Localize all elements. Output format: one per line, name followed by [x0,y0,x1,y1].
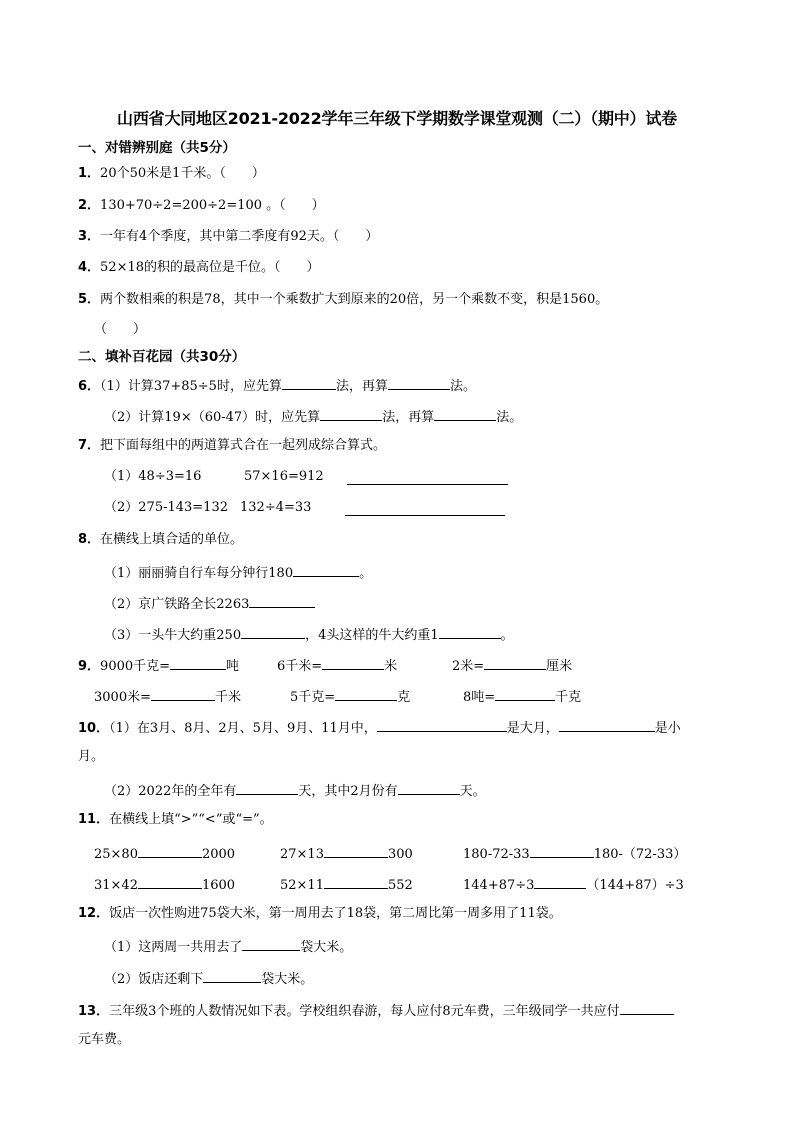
question-number: 9． [78,659,101,674]
question-text: 552 [387,878,413,893]
question-9-row-2-a [94,686,241,707]
question-text: （2）饭店还剩下 [104,972,204,987]
answer-blank[interactable] [170,655,226,670]
question-text: 在横线上填“>”“<”或“=”。 [109,812,273,827]
question-10-part-2 [104,780,486,801]
answer-blank[interactable] [203,968,261,983]
question-7-row-2-b: 132÷4=33 [240,500,312,515]
question-4 [78,259,320,277]
question-text: （1）计算37+85÷5时，应先算 [100,379,282,394]
question-10-continuation: 月。 [78,749,105,764]
answer-blank[interactable] [388,375,450,390]
question-1 [78,165,265,183]
answer-blank[interactable] [534,874,586,889]
question-number: 11． [78,812,110,827]
question-text: 25×80 [94,847,138,862]
answer-blank[interactable] [138,874,202,889]
question-9-row-1-c [452,655,572,676]
question-8 [78,531,243,549]
answer-blank[interactable] [241,624,305,639]
question-text: 三年级3个班的人数情况如下表。学校组织春游，每人应付8元车费，三年级同学一共应付 [109,1004,620,1019]
question-text: 180-72-33 [463,847,530,862]
answer-blank[interactable] [293,562,359,577]
question-number: 7． [78,438,101,453]
answer-blank[interactable] [151,686,215,701]
question-text: 。 [500,628,514,643]
answer-blank[interactable] [439,624,501,639]
page-title: 山西省大同地区2021-2022学年三年级下学期数学课堂观测（二）（期中）试卷 [117,109,677,128]
question-7-row-1-b: 57×16=912 [244,469,324,484]
question-text: 300 [387,847,413,862]
answer-blank[interactable] [398,780,460,795]
answer-blank[interactable] [620,1000,674,1015]
question-text: 2000 [201,847,236,862]
question-text: 180-（72-33） [593,847,687,862]
question-text: 27×13 [280,847,324,862]
question-12-part-1 [104,936,352,957]
question-number: 3． [78,229,101,244]
question-text: 米 [384,659,398,674]
answer-blank[interactable] [322,655,384,670]
question-text: 法，再算 [382,410,435,425]
question-text: （2）计算19×（60-47）时，应先算 [104,410,321,425]
answer-blank[interactable] [249,593,315,608]
answer-blank[interactable] [324,843,388,858]
question-6-part-2 [104,406,522,427]
question-12-part-2 [104,968,313,989]
question-text: 厘米 [546,659,573,674]
question-text: 把下面每组中的两道算式合在一起列成综合算式。 [100,438,387,453]
question-12 [78,905,562,923]
question-text: 52×11 [280,878,324,893]
question-text: 克 [397,690,411,705]
question-text: 9000千克= [100,659,171,674]
question-9-row-1-b [277,655,397,676]
question-text: ，4头这样的牛大约重1 [305,628,439,643]
answer-blank[interactable] [484,655,546,670]
question-11-row-2-c [463,874,684,895]
question-text: 饭店一次性购进75袋大米，第一周用去了18袋，第二周比第一周多用了11袋。 [109,906,562,921]
question-number: 4． [78,260,101,275]
question-text: 2米= [452,659,485,674]
question-text: 两个数相乘的积是78，其中一个乘数扩大到原来的20倍，另一个乘数不变，积是1560。 [100,292,609,307]
question-text: 6千米= [277,659,323,674]
question-text: 130+70÷2=200÷2=100 。（ ） [100,198,325,213]
question-2 [78,197,325,215]
question-text: 天，其中2月份有 [298,784,398,799]
question-text: （2）京广铁路全长2263 [104,597,250,612]
answer-blank[interactable] [434,406,496,421]
question-text: 袋大米。 [261,972,314,987]
answer-blank[interactable] [495,686,555,701]
question-11 [78,811,273,829]
answer-blank[interactable] [559,717,655,732]
question-text: 千克 [555,690,582,705]
question-number: 10． [78,721,110,736]
question-6-part-1 [78,375,476,396]
question-8-part-1 [104,562,372,583]
question-number: 12． [78,906,110,921]
question-number: 2． [78,198,101,213]
answer-blank[interactable] [335,686,397,701]
question-text: 法，再算 [335,379,388,394]
question-text: 一年有4个季度，其中第二季度有92天。（ ） [100,229,379,244]
question-text: 8吨= [463,690,496,705]
question-7 [78,437,386,455]
question-number: 8． [78,532,101,547]
question-11-row-1-b [280,843,413,864]
question-text: 1600 [201,878,236,893]
answer-blank[interactable] [345,501,505,516]
answer-blank[interactable] [320,406,382,421]
question-9-row-2-b [290,686,410,707]
question-5-answer-paren: （ ） [94,322,147,337]
question-text: 是小 [654,721,681,736]
question-text: （3）一头牛大约重250 [104,628,242,643]
answer-blank[interactable] [236,780,298,795]
question-text: （2）2022年的全年有 [104,784,237,799]
question-11-row-1-a [94,843,235,864]
question-11-row-2-a [94,874,235,895]
answer-blank[interactable] [347,470,508,485]
question-text: 袋大米。 [300,940,353,955]
question-7-row-2-a: （2）275-143=132 [104,500,228,515]
answer-blank[interactable] [138,843,202,858]
question-text: 5千克= [290,690,336,705]
question-number: 1． [78,166,101,181]
answer-blank[interactable] [282,375,336,390]
answer-blank[interactable] [377,717,507,732]
question-text: 千米 [214,690,241,705]
question-text: 天。 [459,784,486,799]
question-8-part-3 [104,624,514,645]
question-text: 在横线上填合适的单位。 [100,532,244,547]
question-5 [78,291,608,309]
question-text: 法。 [449,379,476,394]
question-text: （144+87）÷3 [586,878,684,893]
question-text: 52×18的积的最高位是千位。（ ） [100,260,320,275]
answer-blank[interactable] [324,874,388,889]
question-text: 31×42 [94,878,138,893]
question-13-continuation: 元车费。 [78,1032,131,1047]
question-8-part-2 [104,593,315,614]
question-number: 5． [78,292,101,307]
question-number: 13． [78,1004,110,1019]
question-3 [78,228,378,246]
question-13 [78,1000,674,1021]
section-2-heading: 二、填补百花园（共30分） [78,349,246,365]
question-text: 。 [359,566,373,581]
question-text: （1）丽丽骑自行车每分钟行180 [104,566,294,581]
section-1-heading: 一、对错辨别庭（共5分） [78,140,236,156]
question-text: （1）在3月、8月、2月、5月、9月、11月中， [109,721,377,736]
question-text: 法。 [496,410,523,425]
question-9-row-2-c [463,686,581,707]
question-10-part-1 [78,717,681,738]
question-number: 6． [78,379,101,394]
question-text: 吨 [226,659,240,674]
answer-blank[interactable] [242,936,300,951]
question-text: 144+87÷3 [463,878,535,893]
answer-blank[interactable] [530,843,594,858]
question-text: （1）这两周一共用去了 [104,940,243,955]
question-text: 20个50米是1千米。（ ） [100,166,265,181]
question-9-row-1-a [78,655,239,676]
question-7-row-1-a: （1）48÷3=16 [104,469,202,484]
question-11-row-2-b [280,874,413,895]
question-text: 是大月， [506,721,559,736]
question-11-row-1-c [463,843,686,864]
question-text: 3000米= [94,690,151,705]
